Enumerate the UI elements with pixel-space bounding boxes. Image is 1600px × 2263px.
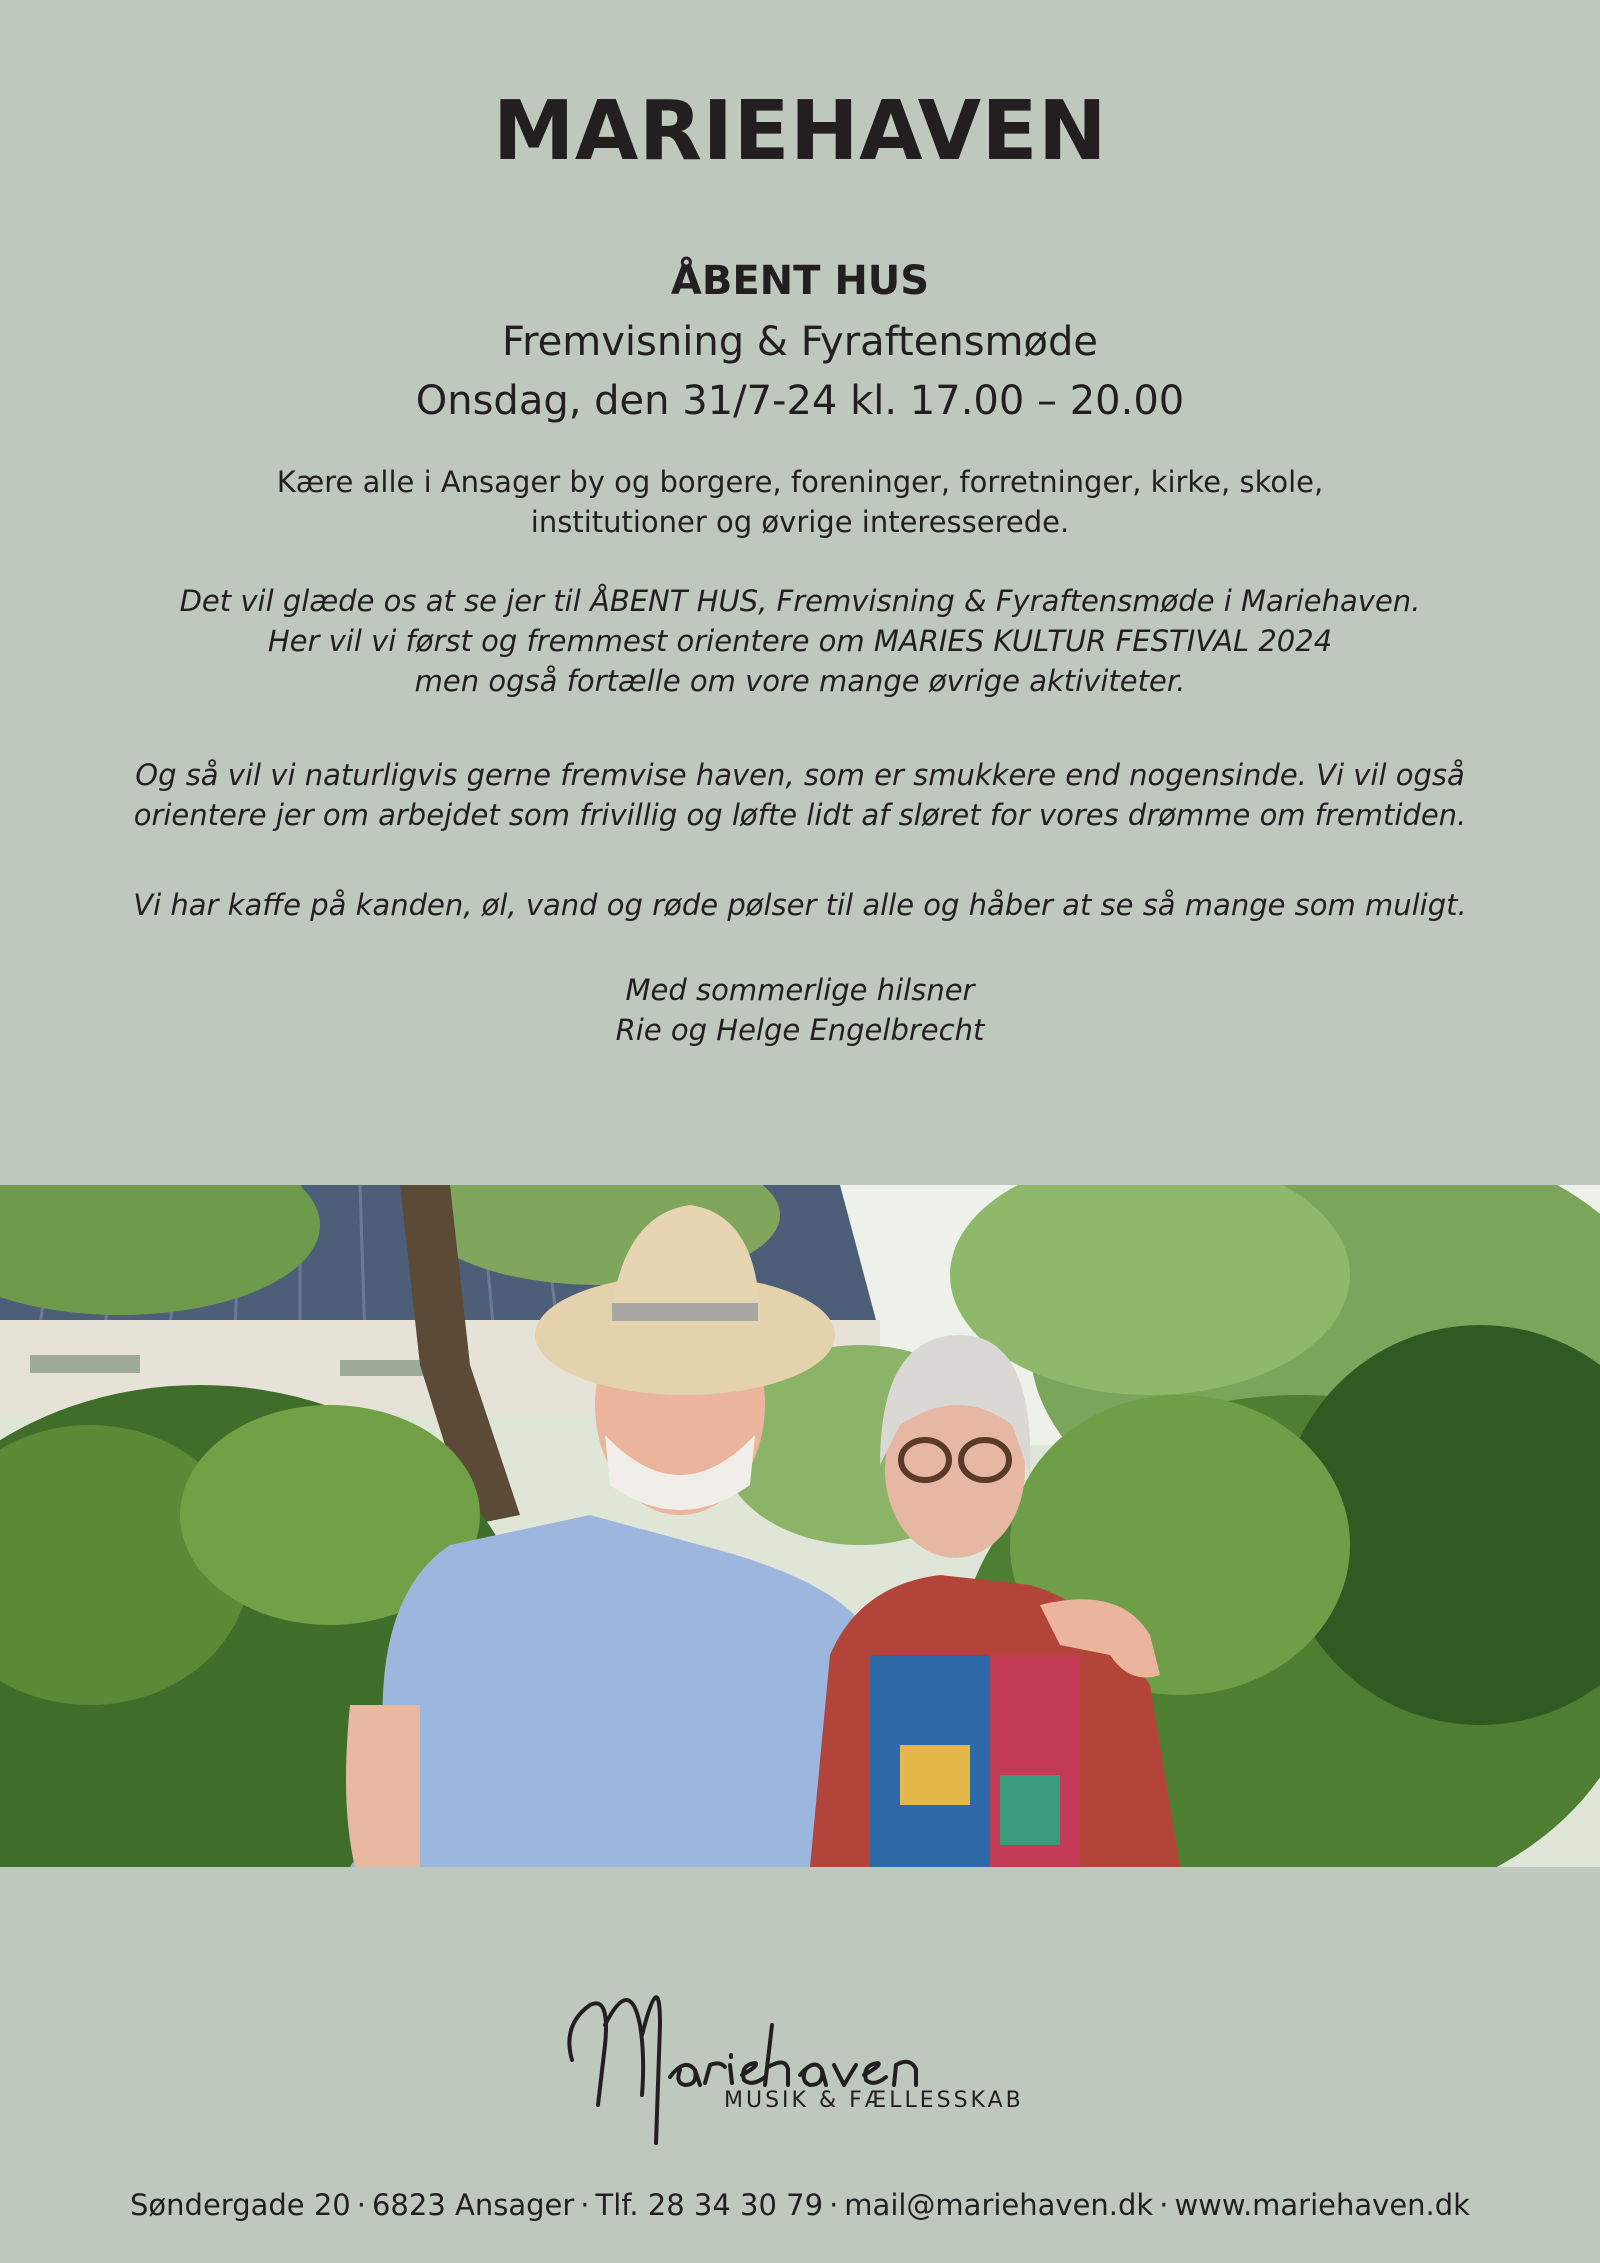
greeting: Med sommerlige hilsner xyxy=(625,973,975,1007)
text-line: Vi har kaffe på kanden, øl, vand og røde pølser til alle og håber at se så mange som muligt. xyxy=(133,888,1467,922)
mariehaven-logo xyxy=(560,1965,1040,2155)
couple-photo xyxy=(0,1185,1600,1867)
signature-names: Rie og Helge Engelbrecht xyxy=(615,1013,985,1047)
event-date: Onsdag, den 31/7-24 kl. 17.00 – 20.00 xyxy=(415,378,1185,424)
text-line: Det vil glæde os at se jer til ÅBENT HUS, Fremvisning & Fyraftensmøde i Mariehaven. xyxy=(179,584,1421,618)
text-line: Kære alle i Ansager by og borgere, foreninger, forretninger, kirke, skole, xyxy=(276,465,1324,499)
text-line: men også fortælle om vore mange øvrige aktiviteter. xyxy=(414,664,1186,698)
email-link[interactable]: mail@mariehaven.dk xyxy=(844,2188,1154,2222)
separator: · xyxy=(829,2188,839,2222)
signoff xyxy=(0,970,1600,1050)
refreshments-paragraph xyxy=(0,885,1600,925)
text-line: orientere jer om arbejdet som frivillig og løfte lidt af sløret for vores drømme om fremtiden. xyxy=(133,798,1467,832)
event-heading: ÅBENT HUS xyxy=(670,258,930,304)
website-link[interactable]: www.mariehaven.dk xyxy=(1174,2188,1470,2222)
text-line: Og så vil vi naturligvis gerne fremvise haven, som er smukkere end nogensinde. Vi vil også xyxy=(135,758,1465,792)
page-title: MARIEHAVEN xyxy=(492,84,1108,179)
text-line: institutioner og øvrige interesserede. xyxy=(530,505,1070,539)
logo-tagline: MUSIK & FÆLLESSKAB xyxy=(724,2088,1024,2113)
address: Søndergade 20 xyxy=(130,2188,351,2222)
text-line: Her vil vi først og fremmest orientere om MARIES KULTUR FESTIVAL 2024 xyxy=(267,624,1333,658)
postal-city: 6823 Ansager xyxy=(371,2188,575,2222)
separator: · xyxy=(1159,2188,1169,2222)
separator: · xyxy=(580,2188,590,2222)
event-subtitle: Fremvisning & Fyraftensmøde xyxy=(502,319,1098,365)
garden-paragraph xyxy=(0,755,1600,835)
welcome-paragraph xyxy=(0,581,1600,701)
invitation-paragraph xyxy=(0,462,1600,542)
contact-footer xyxy=(0,2185,1600,2225)
separator: · xyxy=(356,2188,366,2222)
phone: Tlf. 28 34 30 79 xyxy=(595,2188,824,2222)
